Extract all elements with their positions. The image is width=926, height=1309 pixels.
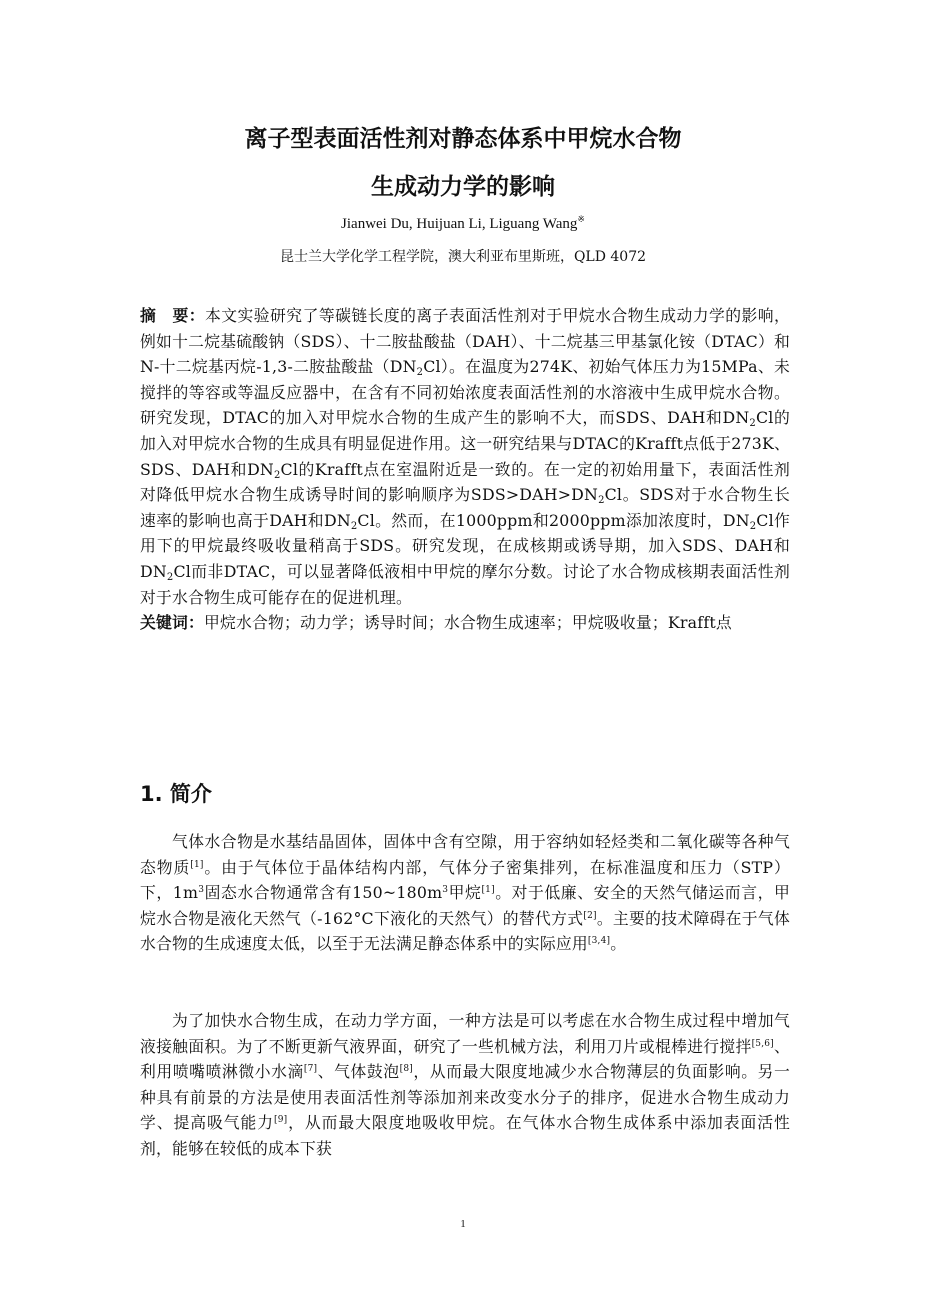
paper-title-line-2: 生成动力学的影响 (371, 174, 555, 200)
citation: [9] (274, 1115, 288, 1126)
paper-title-line-1: 离子型表面活性剂对静态体系中甲烷水合物 (244, 126, 682, 152)
affiliation: 昆士兰大学化学工程学院，澳大利亚布里斯班，QLD 4072 (279, 249, 647, 265)
corresponding-author-mark: ※ (577, 214, 585, 224)
citation: [7] (303, 1064, 318, 1075)
citation: [1] (190, 859, 204, 870)
abstract-label: 摘 要： (140, 306, 206, 325)
author-names: Jianwei Du, Huijuan Li, Liguang Wang (341, 216, 578, 232)
intro-paragraph-2: 为了加快水合物生成，在动力学方面，一种方法是可以考虑在水合物生成过程中增加气液接触面积。为了不断更新气液界面，研究了一些机械方法，利用刀片或棍棒进行搅拌[5,6]、利用喷嘴喷淋微小水滴[7]、气体鼓泡[8]，从而最大限度地减少水合物薄层的负面影响。另一种具有前景的方法是使用表面活性剂等添加剂来改变水分子的排序，促进水合物生成动力学、提高吸气能力[9]，从而最大限度地吸收甲烷。在气体水合物生成体系中添加表面活性剂，能够在较低的成本下获 (140, 1011, 791, 1158)
citation: [3,4] (587, 936, 611, 947)
page-number: 1 (460, 1218, 466, 1230)
citation: [5,6] (751, 1038, 774, 1049)
citation: [2] (583, 910, 597, 921)
citation: [1] (481, 885, 495, 896)
keywords-text: 甲烷水合物；动力学；诱导时间；水合物生成速率；甲烷吸收量；Krafft点 (204, 613, 732, 633)
author-list (0, 214, 926, 233)
citation: [8] (399, 1064, 413, 1075)
abstract: 摘 要：本文实验研究了等碳链长度的离子表面活性剂对于甲烷水合物生成动力学的影响，例如十二烷基硫酸钠（SDS）、十二胺盐酸盐（DAH）、十二烷基三甲基氯化铵（DTAC）和N-十二烷基丙烷-1,3-二胺盐酸盐$(DN_2Cl)$。在温度为274K、初始气体压力为15MPa、未搅拌的等容或等温反应器中，在含有不同初始浓度表面活性剂的水溶液中生成甲烷水合物。研究发现，DTAC的加入对甲烷水合物的生成产生的影响不大，而SDS、DAH和$DN_2Cl$的加入对甲烷水合物的生成具有明显促进作用。这一研究结果与DTAC的Krafft点低于273K、SDS、DAH和$DN_2Cl$的Krafft点在室温附近是一致的。在一定的初始用量下，表面活性剂对降低甲烷水合物生成诱导时间的影响顺序为$SDS>DAH>DN_2Cl$。SDS对于水合物生长速率的影响也高于DAH和$DN_2Cl$。然而，在1000ppm和2000ppm添加浓度时，$DN_2Cl$作用下的甲烷最终吸收量稍高于SDS。研究发现，在成核期或诱导期，加入SDS、DAH和$DN_2Cl$而非DTAC，可以显著降低液相中甲烷的摩尔分数。讨论了水合物成核期表面活性剂对于水合物生成可能存在的促进机理。 关键词：甲烷水合物；动力学；诱导时间；水合物生成速率；甲烷吸收量；Krafft点 (140, 306, 791, 633)
keywords-label: 关键词： (140, 613, 204, 633)
section-heading-introduction: 1. 简介 (140, 782, 212, 806)
intro-paragraph-1: 气体水合物是水基结晶固体，固体中含有空隙，用于容纳如轻烃类和二氧化碳等各种气态物质[1]。由于气体位于晶体结构内部，气体分子密集排列，在标准温度和压力（STP）下，$1m^3$固态水合物通常含有$150\sim 180m^3$甲烷[1]。对于低廉、安全的天然气储运而言，甲烷水合物是液化天然气（-162°C下液化的天然气）的替代方式[2]。主要的技术障碍在于气体水合物的生成速度太低，以至于无法满足静态体系中的实际应用[3,4]。 (140, 832, 790, 954)
